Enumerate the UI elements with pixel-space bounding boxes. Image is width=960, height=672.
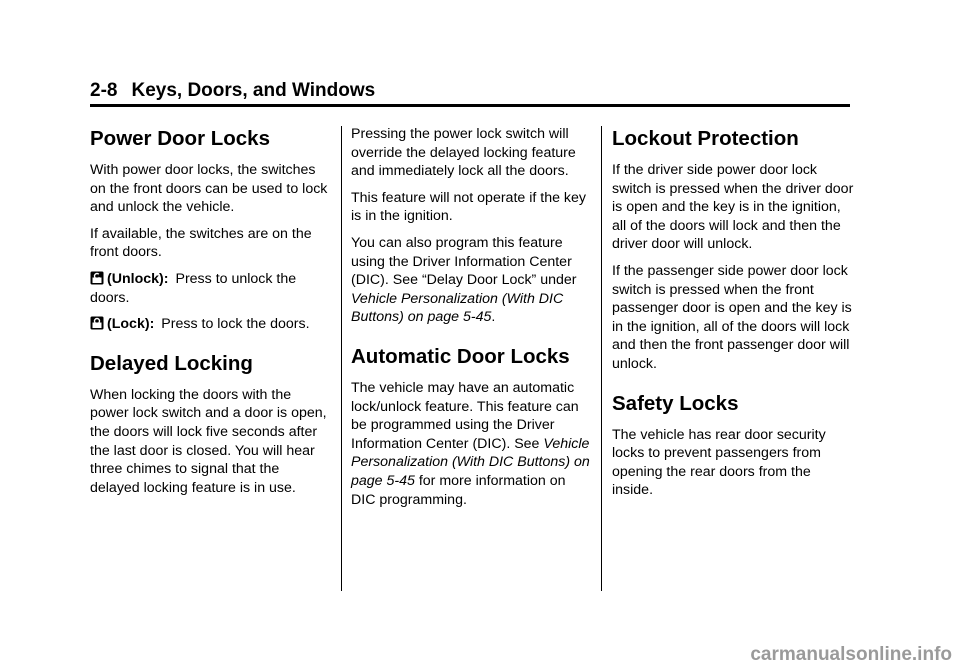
column-divider (601, 126, 602, 591)
text-run: You can also program this feature using the Driver Information Center (DIC). See “Delay Door Lock” under (351, 234, 577, 289)
text-run: for more information on DIC programming. (351, 472, 566, 508)
lock-description: Press to lock the doors. (161, 316, 310, 333)
paragraph: If the driver side power door lock switch is pressed when the driver door is open and the key is in the ignition, all of the doors will lock and then the driver door will unlock. (612, 162, 854, 253)
text-run: . (491, 309, 496, 326)
column-2 (351, 125, 593, 517)
paragraph (351, 379, 593, 509)
lock-item (90, 315, 332, 334)
page-reference: Vehicle Personalization (With DIC Buttons) on page 5-45 (351, 435, 590, 489)
heading-delayed-locking: Delayed Locking (90, 351, 253, 375)
lock-icon (90, 316, 104, 330)
paragraph: Pressing the power lock switch will override the delayed locking feature and immediately lock all the doors. (351, 126, 576, 180)
lock-label: (Lock): (107, 316, 155, 333)
paragraph: If available, the switches are on the front doors. (90, 225, 312, 261)
unlock-item (90, 270, 332, 307)
paragraph: The vehicle has rear door security locks to prevent passengers from opening the rear doors from the inside. (612, 426, 826, 499)
unlock-icon (90, 271, 104, 285)
unlock-label: (Unlock): (107, 270, 169, 287)
section-title: Keys, Doors, and Windows (131, 80, 376, 101)
paragraph: If the passenger side power door lock switch is pressed when the front passenger door is open and the key is in the ignition, all of the doors will lock and then the front passenger door will unlock. (612, 262, 852, 372)
column-1 (90, 126, 332, 505)
header-rule (90, 104, 850, 107)
column-divider (341, 126, 342, 591)
page-number: 2-8 (90, 80, 118, 101)
text-run: The vehicle may have an automatic lock/unlock feature. This feature can be programmed using the Driver Information Center (DIC). See (351, 379, 579, 452)
page-header (90, 80, 850, 102)
paragraph (351, 234, 593, 327)
page-reference: Vehicle Personalization (With DIC Buttons) on page 5-45 (351, 290, 564, 326)
column-3 (612, 126, 854, 508)
paragraph: This feature will not operate if the key is in the ignition. (351, 189, 587, 225)
watermark: carmanualsonline.info (750, 644, 952, 665)
paragraph: When locking the doors with the power lock switch and a door is open, the doors will lock five seconds after the last door is closed. You will hear three chimes to signal that the delayed locking feature is in use. (90, 386, 327, 496)
paragraph: With power door locks, the switches on the front doors can be used to lock and unlock the vehicle. (90, 162, 328, 216)
heading-safety-locks: Safety Locks (612, 391, 739, 415)
heading-power-door-locks: Power Door Locks (90, 127, 270, 150)
unlock-description: Press to unlock the doors. (90, 270, 297, 306)
heading-lockout-protection: Lockout Protection (612, 127, 799, 150)
heading-automatic-door-locks: Automatic Door Locks (351, 344, 570, 368)
